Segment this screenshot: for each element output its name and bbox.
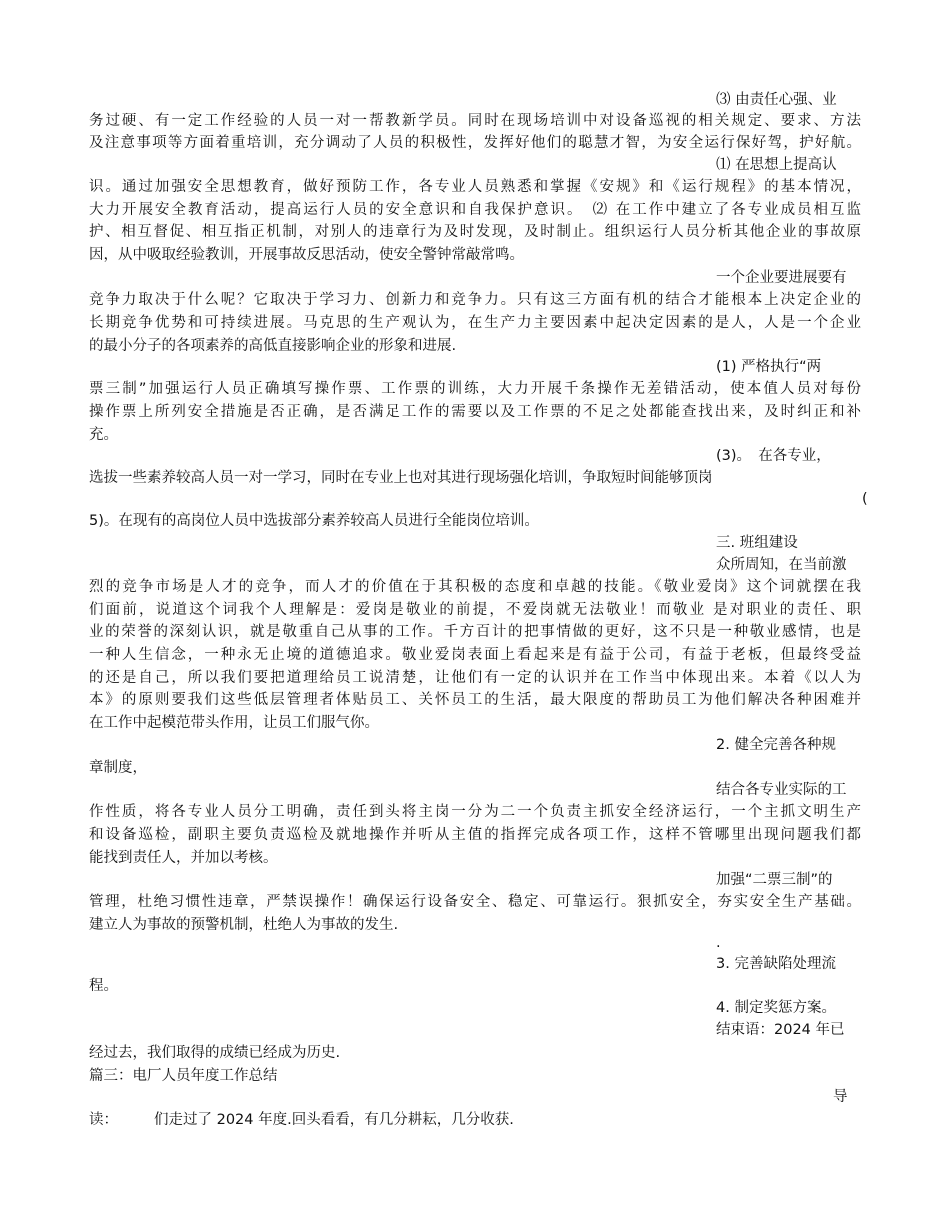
- doc-line: 结合各专业实际的工: [716, 782, 847, 798]
- doc-line: 5)。在现有的高岗位人员中选拔部分素养较高人员进行全能岗位培训。: [89, 513, 539, 529]
- doc-line: 导: [833, 1089, 848, 1105]
- section-heading: 三. 班组建设: [716, 535, 798, 551]
- doc-heading: 篇三：电厂人员年度工作总结: [89, 1068, 278, 1084]
- doc-line: 众所周知，在当前激: [716, 557, 847, 573]
- doc-line: 票三制”加强运行人员正确填写操作票、工作票的训练，大力开展千条操作无差错活动，使本值人员对每份: [89, 381, 861, 397]
- doc-line: 的还是自己，所以我们要把道理给员工说清楚，让他们有一定的认识并在工作当中体现出来。本着《以人为: [89, 670, 861, 686]
- doc-line: 业的荣誉的深刻认识，就是敬重自己从事的工作。千方百计的把事情做的更好，这不只是一种敬业感情，也是: [89, 624, 861, 640]
- doc-line: 竞争力取决于什么呢？它取决于学习力、创新力和竞争力。只有这三方面有机的结合才能根本上决定企业的: [89, 292, 861, 308]
- doc-line: 们面前，说道这个词我个人理解是：爱岗是敬业的前提，不爱岗就无法敬业！而敬业 是对职业的责任、职: [89, 602, 861, 618]
- doc-line: 结束语：2024 年已: [716, 1022, 845, 1038]
- doc-line: 本》的原则要我们这些低层管理者体贴员工、关怀员工的生活，最大限度的帮助员工为他们解决各种困难并: [89, 692, 861, 708]
- doc-line: 大力开展安全教育活动，提高运行人员的安全意识和自我保护意识。 ⑵ 在工作中建立了各专业成员相互监: [89, 202, 861, 218]
- doc-line: 因，从中吸取经验教训，开展事故反思活动，使安全警钟常敲常鸣。: [89, 247, 524, 263]
- doc-line: 长期竞争优势和可持续进展。马克思的生产观认为，在生产力主要因素中起决定因素的是人，人是一个企业: [89, 315, 861, 331]
- doc-line: 护、相互督促、相互指正机制，对别人的违章行为及时发现，及时制止。组织运行人员分析其他企业的事故原: [89, 224, 861, 240]
- doc-line: .: [716, 935, 721, 951]
- doc-line: (: [862, 491, 868, 507]
- doc-line: 识。通过加强安全思想教育，做好预防工作，各专业人员熟悉和掌握《安规》和《运行规程》的基本情况，: [89, 179, 861, 195]
- doc-line: 们走过了 2024 年度.回头看看，有几分耕耘，几分收获.: [154, 1112, 514, 1128]
- doc-line: 作性质，将各专业人员分工明确，责任到头将主岗一分为二一个负责主抓安全经济运行，一个主抓文明生产: [89, 804, 861, 820]
- doc-line: 及注意事项等方面着重培训，充分调动了人员的积极性，发挥好他们的聪慧才智，为安全运行保好驾，护好航。: [89, 135, 861, 151]
- doc-line: 4. 制定奖惩方案。: [716, 1000, 836, 1016]
- doc-line: (1) 严格执行“两: [716, 359, 822, 375]
- doc-line: 2. 健全完善各种规: [716, 737, 836, 753]
- doc-line: 在工作中起模范带头作用，让员工们服气你。: [89, 715, 379, 731]
- doc-line: 一个企业要进展要有: [716, 270, 847, 286]
- doc-line: 操作票上所列安全措施是否正确，是否满足工作的需要以及工作票的不足之处都能查找出来，及时纠正和补: [89, 404, 861, 420]
- doc-line: 和设备巡检，副职主要负责巡检及就地操作并听从主值的指挥完成各项工作，这样不管哪里出现问题我们都: [89, 827, 861, 843]
- doc-line: 程。: [89, 978, 118, 994]
- doc-line: 读：: [89, 1112, 118, 1128]
- doc-line: 3. 完善缺陷处理流: [716, 956, 836, 972]
- doc-line: (3)。 在各专业，: [716, 448, 831, 464]
- doc-line: 章制度，: [89, 760, 147, 776]
- doc-line: 加强“二票三制”的: [716, 872, 833, 888]
- doc-line: 一种人生信念，一种永无止境的道德追求。敬业爱岗表面上看起来是有益于公司，有益于老板，但最终受益: [89, 647, 861, 663]
- doc-line: 能找到责任人，并加以考核。: [89, 850, 278, 866]
- doc-line: 烈的竞争市场是人才的竞争，而人才的价值在于其积极的态度和卓越的技能。《敬业爱岗》这个词就摆在我: [89, 579, 861, 595]
- doc-line: 建立人为事故的预警机制，杜绝人为事故的发生.: [89, 917, 399, 933]
- doc-line: 经过去，我们取得的成绩已经成为历史.: [89, 1045, 341, 1061]
- doc-line: 务过硬、有一定工作经验的人员一对一帮教新学员。同时在现场培训中对设备巡视的相关规定、要求、方法: [89, 113, 861, 129]
- doc-line: 管理，杜绝习惯性违章，严禁误操作！确保运行设备安全、稳定、可靠运行。狠抓安全，夯实安全生产基础。: [89, 894, 861, 910]
- doc-line: 选拔一些素养较高人员一对一学习，同时在专业上也对其进行现场强化培训，争取短时间能够顶岗: [89, 470, 713, 486]
- doc-line: 充。: [89, 427, 118, 443]
- doc-line: ⑴ 在思想上提高认: [716, 157, 837, 173]
- doc-line: 的最小分子的各项素养的高低直接影响企业的形象和进展.: [89, 338, 457, 354]
- doc-line: ⑶ 由责任心强、业: [716, 92, 837, 108]
